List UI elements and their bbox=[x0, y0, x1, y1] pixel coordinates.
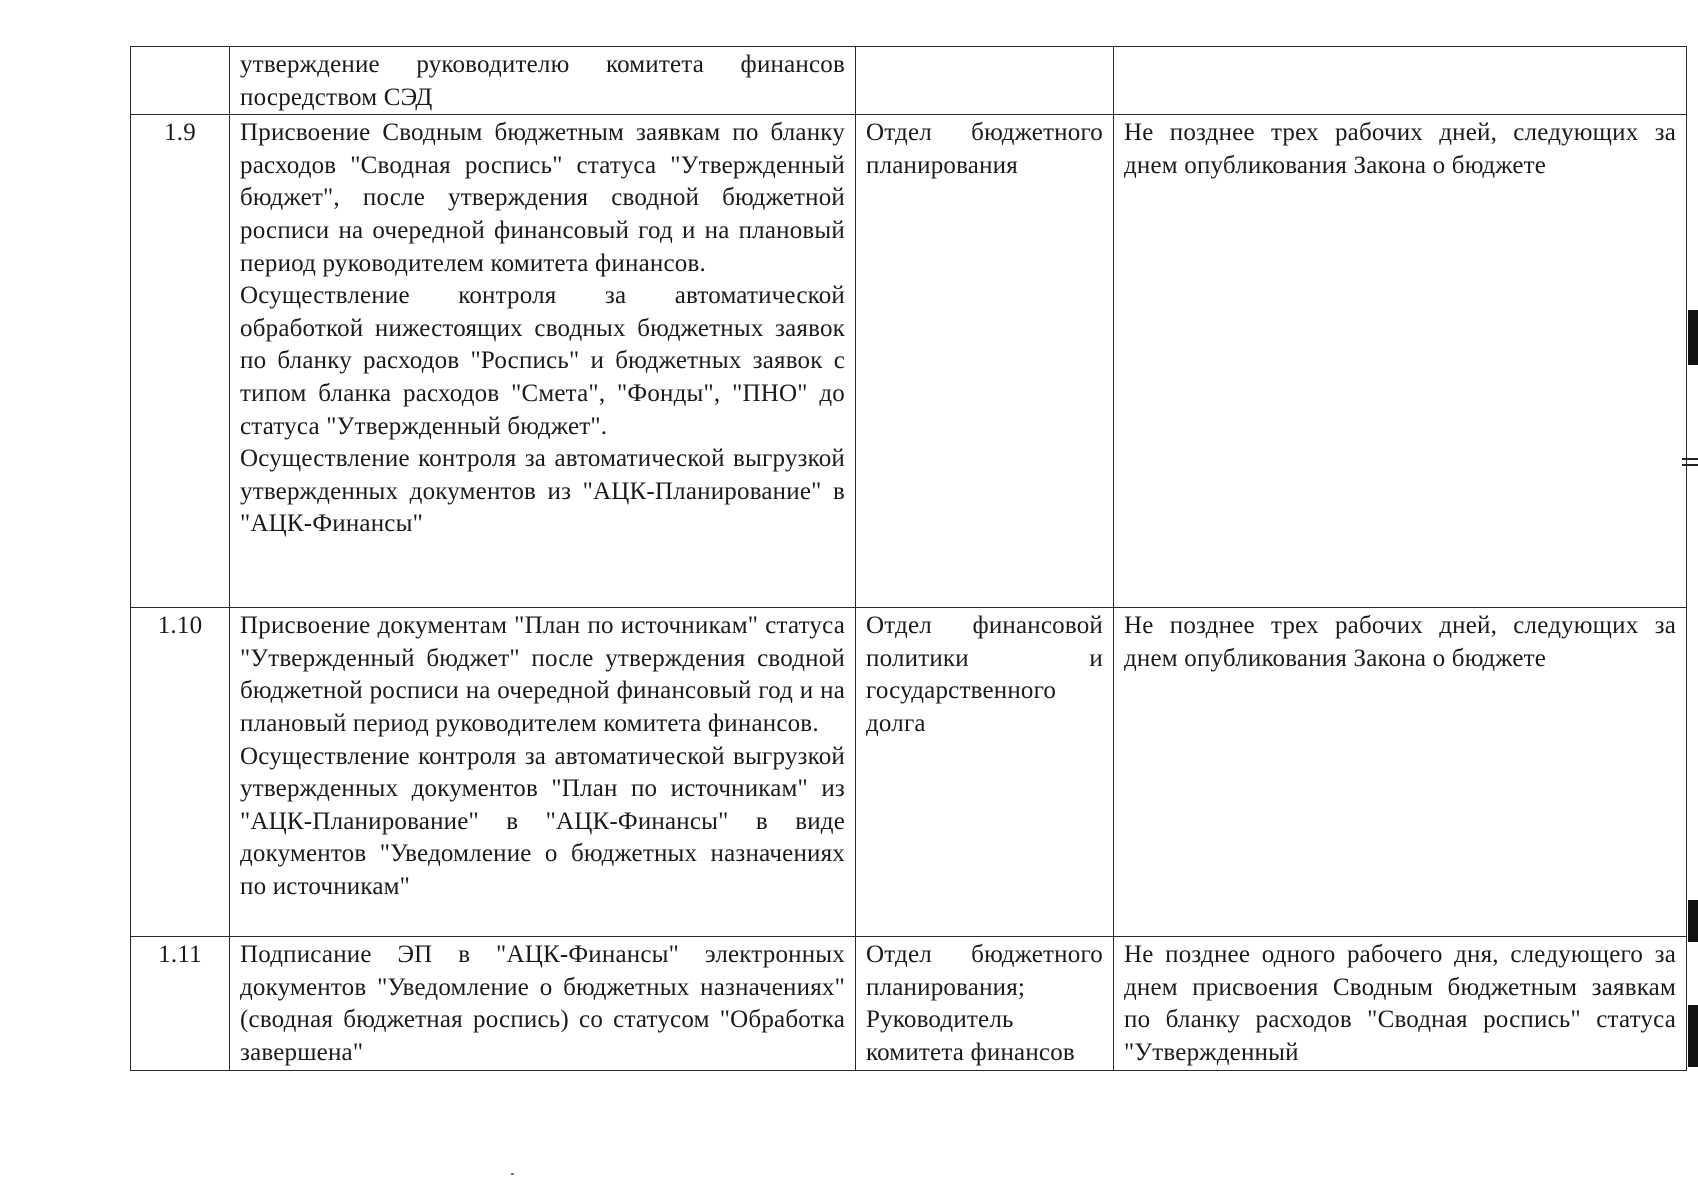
description-paragraph: Подписание ЭП в "АЦК-Финансы" электронных документов "Уведомление о бюджетных назначениях" (сводная бюджетная роспись) со статусом "Обработка завершена" bbox=[240, 941, 845, 1066]
row-description bbox=[230, 608, 856, 937]
row-description bbox=[230, 115, 856, 608]
scan-edge-mark bbox=[1682, 464, 1698, 466]
table-row bbox=[131, 608, 1687, 937]
description-paragraph: Присвоение Сводным бюджетным заявкам по бланку расходов "Сводная роспись" статуса "Утвержденный бюджет", после утверждения сводной бюджетной росписи на очередной финансовый год и на плановый период руководителем комитета финансов. bbox=[240, 119, 845, 277]
row-number: 1.9 bbox=[131, 115, 230, 608]
row-responsible bbox=[856, 115, 1114, 608]
description-paragraph: Осуществление контроля за автоматической выгрузкой утвержденных документов "План по источникам" из "АЦК-Планирование" в "АЦК-Финансы" в виде документов "Уведомление о бюджетных назначениях по источникам" bbox=[240, 742, 845, 900]
row-deadline bbox=[1114, 608, 1687, 937]
description-paragraph: Присвоение документам "План по источникам" статуса "Утвержденный бюджет" после утверждения сводной бюджетной росписи на очередной финансовый год и на плановый период руководителем комитета финансов. bbox=[240, 612, 845, 737]
row-number: 1.11 bbox=[131, 937, 230, 1070]
description-paragraph: Осуществление контроля за автоматической выгрузкой утвержденных документов из "АЦК-Планирование" в "АЦК-Финансы" bbox=[240, 445, 845, 538]
row-deadline bbox=[1114, 47, 1687, 115]
row-deadline bbox=[1114, 115, 1687, 608]
scan-speck bbox=[511, 1173, 514, 1175]
description-paragraph: Осуществление контроля за автоматической обработкой нижестоящих сводных бюджетных заявок по бланку расходов "Роспись" и бюджетных заявок с типом бланка расходов "Смета", "Фонды", "ПНО" до статуса "Утвержденный бюджет". bbox=[240, 282, 845, 440]
scan-edge-mark bbox=[1682, 458, 1698, 460]
table-row bbox=[131, 937, 1687, 1070]
table-row bbox=[131, 115, 1687, 608]
scan-edge-mark bbox=[1688, 1005, 1698, 1067]
row-deadline bbox=[1114, 937, 1687, 1070]
row-number bbox=[131, 47, 230, 115]
row-responsible bbox=[856, 608, 1114, 937]
row-number: 1.10 bbox=[131, 608, 230, 937]
deadline-text: Не позднее одного рабочего дня, следующего за днем присвоения Сводным бюджетным заявкам по бланку расходов "Сводная роспись" статуса "Утвержденный bbox=[1124, 941, 1676, 1066]
deadline-text: Не позднее трех рабочих дней, следующих за днем опубликования Закона о бюджете bbox=[1124, 119, 1676, 179]
table-row bbox=[131, 47, 1687, 115]
responsible-text: Отдел финансовой политики и государственного долга bbox=[866, 612, 1103, 737]
row-description bbox=[230, 937, 856, 1070]
responsible-text: Отдел бюджетного планирования; Руководитель комитета финансов bbox=[866, 941, 1103, 1066]
row-description bbox=[230, 47, 856, 115]
row-responsible bbox=[856, 937, 1114, 1070]
responsible-text: Отдел бюджетного планирования bbox=[866, 119, 1103, 179]
row-responsible bbox=[856, 47, 1114, 115]
description-paragraph: утверждение руководителю комитета финансов посредством СЭД bbox=[240, 51, 845, 111]
scan-edge-mark bbox=[1688, 900, 1698, 942]
deadline-text: Не позднее трех рабочих дней, следующих за днем опубликования Закона о бюджете bbox=[1124, 612, 1676, 672]
scan-edge-mark bbox=[1688, 310, 1698, 365]
procedure-table bbox=[130, 46, 1687, 1071]
